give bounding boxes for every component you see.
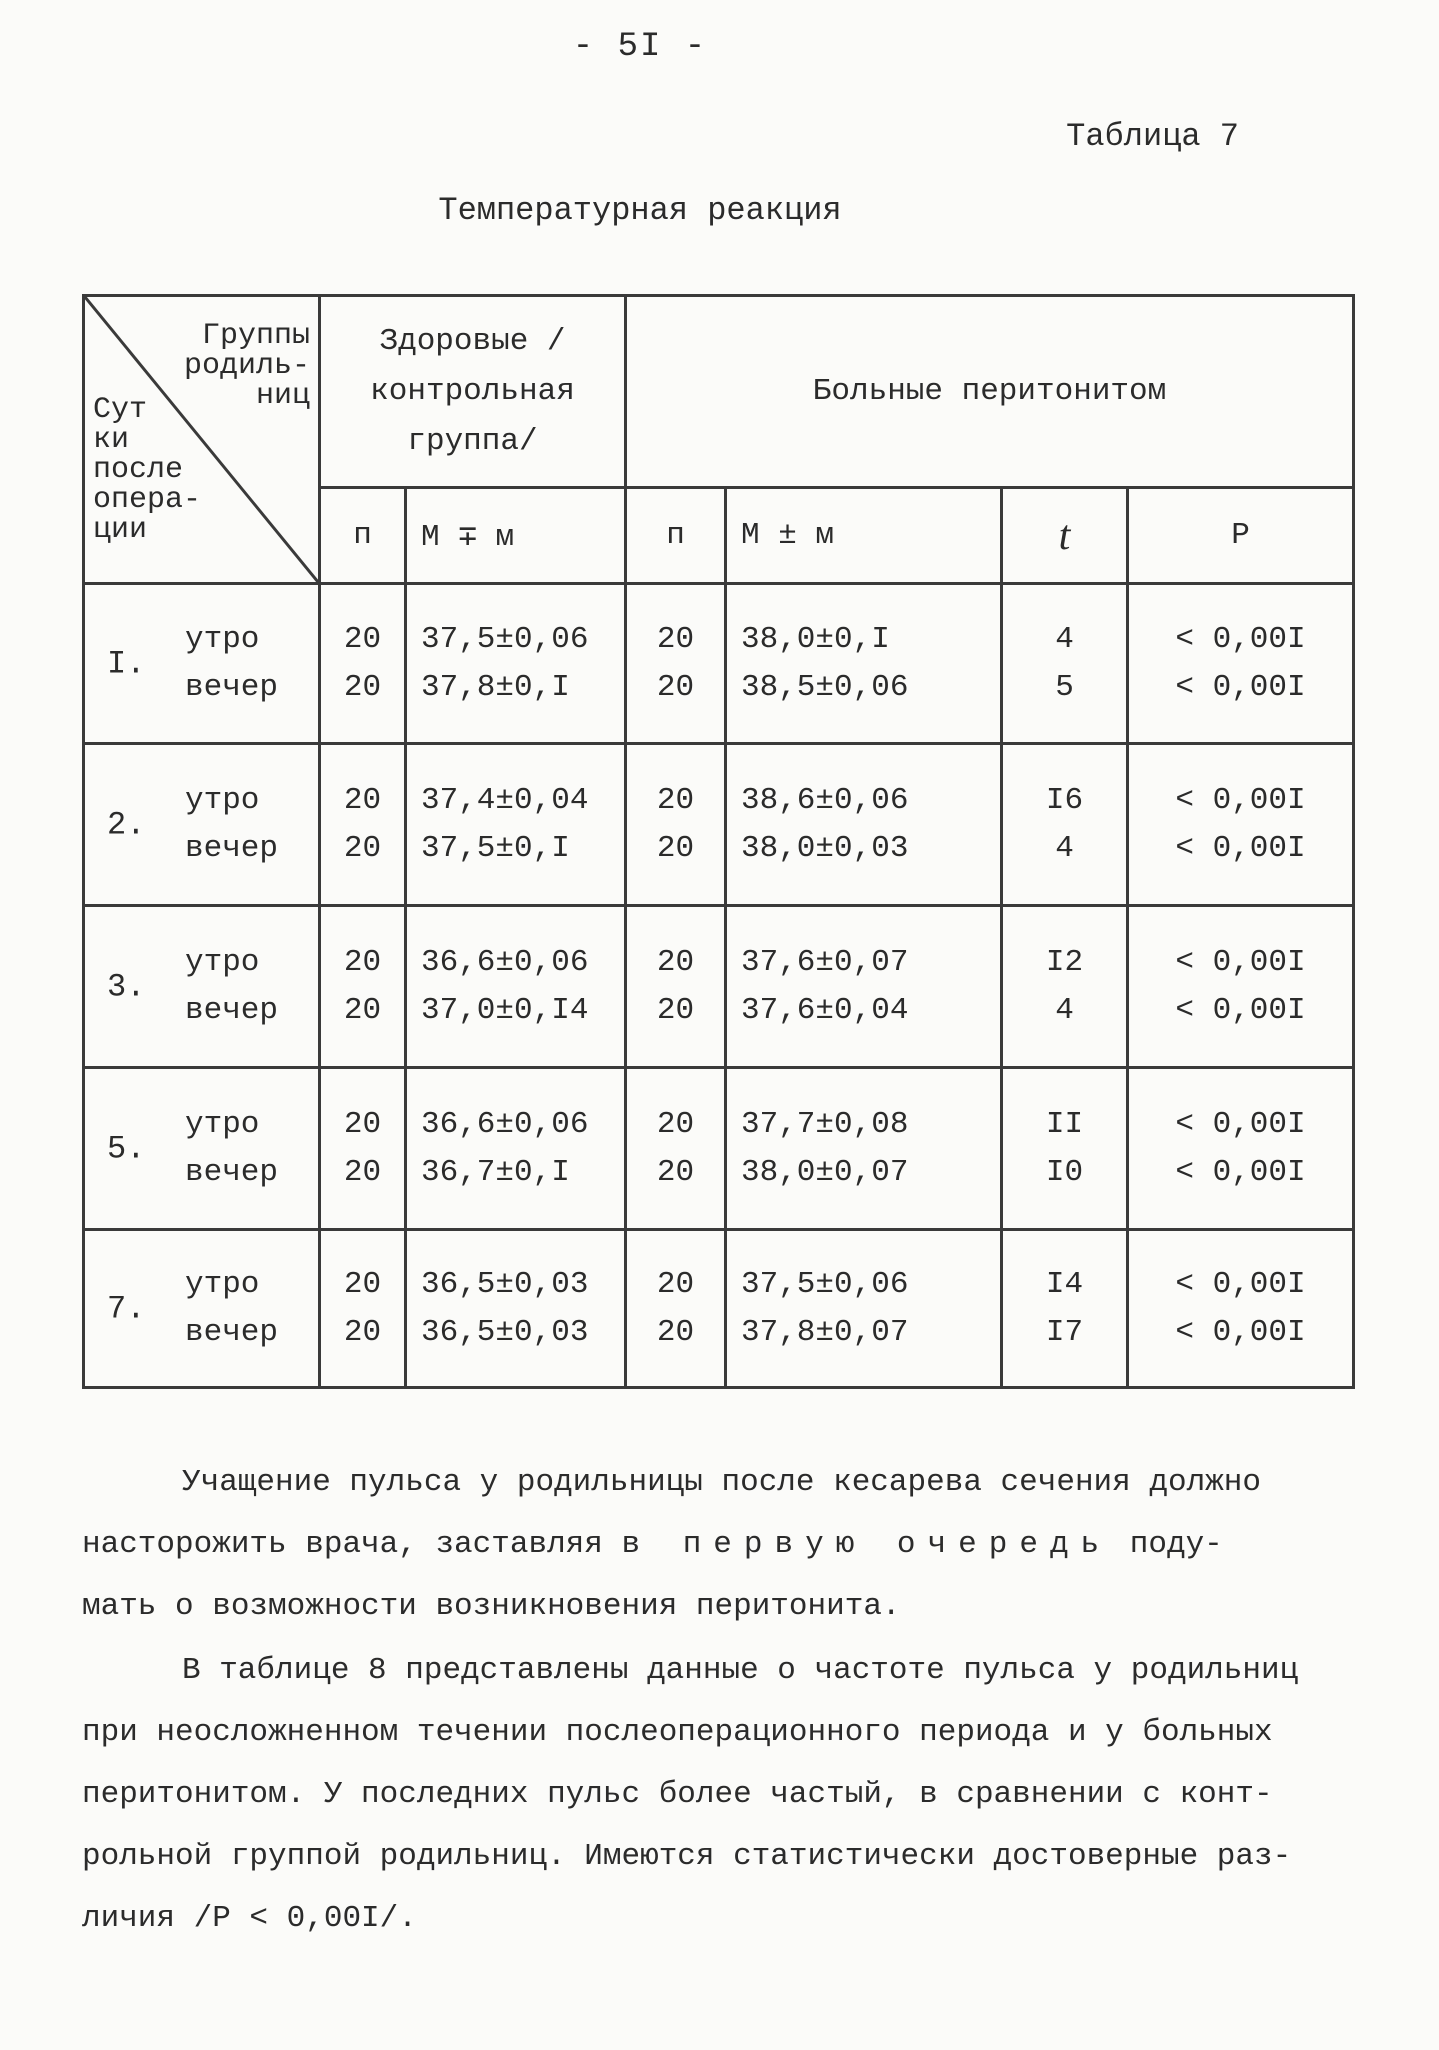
n-sick-cell: 20 20 (626, 1230, 726, 1388)
t-cell: I6 4 (1002, 744, 1128, 906)
day-cell (84, 906, 320, 1068)
day-times: утро вечер (185, 782, 279, 866)
n-healthy-cell: 20 20 (320, 1068, 406, 1230)
p-cell: < 0,00I < 0,00I (1128, 1068, 1354, 1230)
header-n-sick: п (626, 488, 726, 584)
m-healthy-cell: 37,5±0,06 37,8±0,I (406, 584, 626, 744)
n-healthy-cell: 20 20 (320, 1230, 406, 1388)
m-healthy-cell: 36,5±0,03 36,5±0,03 (406, 1230, 626, 1388)
t-cell: I2 4 (1002, 906, 1128, 1068)
header-healthy-group: Здоровые /контрольная группа/ (320, 296, 626, 488)
t-cell: 4 5 (1002, 584, 1128, 744)
day-times: утро вечер (185, 1266, 279, 1350)
day-cell (84, 1230, 320, 1388)
header-m-sick: М ± м (726, 488, 1002, 584)
day-number: 7. (107, 1290, 146, 1327)
paragraph-pulse-warning: Учащение пульса у родильницы после кесарева сечения должно насторожить врача, заставляя в первую очередь поду- мать о возможности возникновения перитонита. (82, 1465, 1261, 1624)
header-p: Р (1128, 488, 1354, 584)
p-cell: < 0,00I < 0,00I (1128, 744, 1354, 906)
page-number: - 5I - (572, 28, 708, 66)
day-cell (84, 584, 320, 744)
day-times: утро вечер (185, 944, 279, 1028)
n-sick-cell: 20 20 (626, 1068, 726, 1230)
header-n-healthy: п (320, 488, 406, 584)
m-sick-cell: 37,5±0,06 37,8±0,07 (726, 1230, 1002, 1388)
n-sick-cell: 20 20 (626, 584, 726, 744)
n-healthy-cell: 20 20 (320, 584, 406, 744)
n-sick-cell: 20 20 (626, 906, 726, 1068)
m-sick-cell: 38,6±0,06 38,0±0,03 (726, 744, 1002, 906)
m-sick-cell: 37,6±0,07 37,6±0,04 (726, 906, 1002, 1068)
n-healthy-cell: 20 20 (320, 906, 406, 1068)
header-m-healthy: М ∓ м (406, 488, 626, 584)
table-title: Температурная реакция (438, 192, 842, 229)
paragraph-table8-description: В таблице 8 представлены данные о частоте пульса у родильниц при неосложненном течении послеоперационного периода и у больных перитонитом. У последних пульс более частый, в сравнении с конт- рольной группой родильниц. Имеются статистически достоверные раз- личия /Р < 0,00I/. (82, 1653, 1299, 1936)
p-cell: < 0,00I < 0,00I (1128, 1230, 1354, 1388)
t-cell: II I0 (1002, 1068, 1128, 1230)
day-number: 2. (107, 806, 146, 843)
table-row (84, 1230, 1354, 1388)
m-sick-cell: 37,7±0,08 38,0±0,07 (726, 1068, 1002, 1230)
m-healthy-cell: 37,4±0,04 37,5±0,I (406, 744, 626, 906)
day-number: I. (107, 645, 146, 682)
n-sick-cell: 20 20 (626, 744, 726, 906)
table-label: Таблица 7 (1066, 118, 1239, 155)
day-cell (84, 1068, 320, 1230)
temperature-table (82, 294, 1355, 1389)
m-healthy-cell: 36,6±0,06 36,7±0,I (406, 1068, 626, 1230)
temperature-table-wrapper (82, 294, 1352, 1386)
n-healthy-cell: 20 20 (320, 744, 406, 906)
day-cell (84, 744, 320, 906)
p-cell: < 0,00I < 0,00I (1128, 584, 1354, 744)
table-row (84, 1068, 1354, 1230)
header-t: t (1002, 488, 1128, 584)
table-corner-cell (84, 296, 320, 584)
day-number: 3. (107, 968, 146, 1005)
corner-days-label: Сут ки после опера- ции (93, 393, 202, 547)
t-cell: I4 I7 (1002, 1230, 1128, 1388)
day-times: утро вечер (185, 621, 279, 705)
corner-groups-label: Группы родиль- ниц (183, 319, 310, 413)
day-number: 5. (107, 1130, 146, 1167)
m-healthy-cell: 36,6±0,06 37,0±0,I4 (406, 906, 626, 1068)
header-sick-group: Больные перитонитом (626, 296, 1354, 488)
table-row (84, 744, 1354, 906)
table-row (84, 906, 1354, 1068)
p-cell: < 0,00I < 0,00I (1128, 906, 1354, 1068)
table-row (84, 584, 1354, 744)
day-times: утро вечер (185, 1106, 279, 1190)
m-sick-cell: 38,0±0,I 38,5±0,06 (726, 584, 1002, 744)
